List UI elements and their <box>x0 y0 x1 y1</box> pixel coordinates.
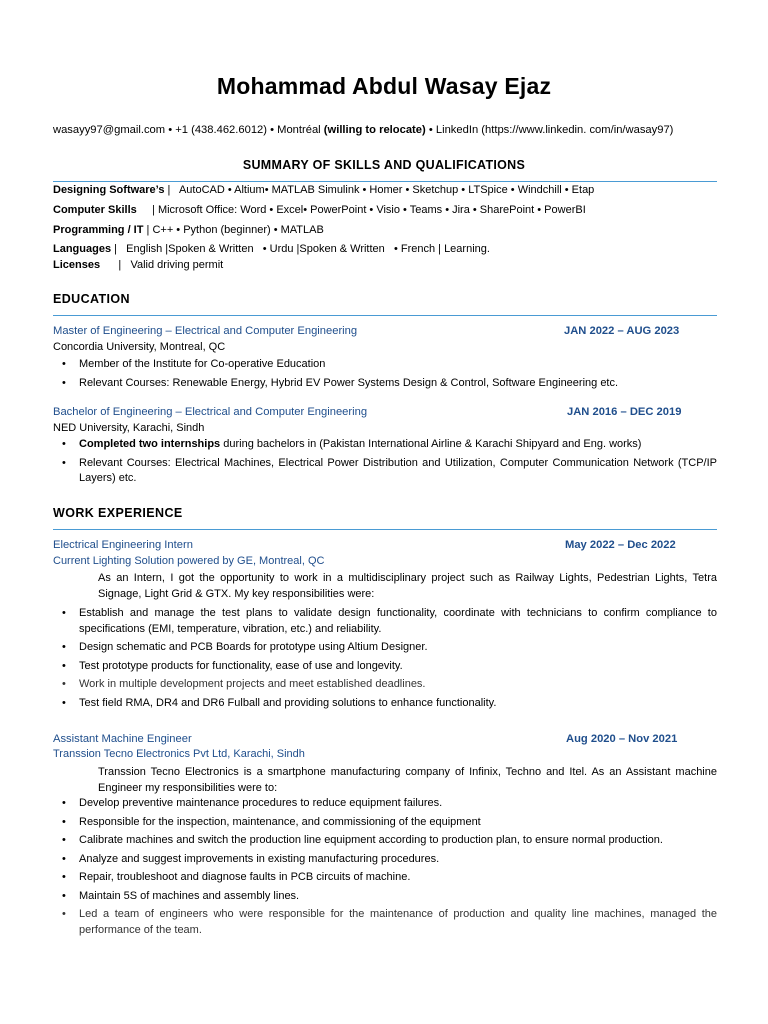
bullet-icon: • <box>62 438 66 450</box>
work-rule <box>53 529 717 530</box>
list-item <box>53 889 717 905</box>
candidate-name: Mohammad Abdul Wasay Ejaz <box>216 73 552 99</box>
bullet-icon: • <box>62 889 66 902</box>
education-title: EDUCATION <box>53 292 130 306</box>
linkedin-link[interactable]: LinkedIn (https://www.linkedin. com/in/wasay97) <box>435 124 674 136</box>
education-bullets <box>53 437 717 490</box>
education-bullets <box>53 357 717 394</box>
skill-row-languages <box>53 243 490 255</box>
bullet-text: Calibrate machines and switch the production line equipment according to production plan, to ensure normal production. <box>79 834 663 846</box>
list-item <box>53 870 717 886</box>
bullet-icon: • <box>62 376 66 389</box>
separator: • <box>428 124 436 136</box>
job-dates: Aug 2020 – Nov 2021 <box>566 733 678 745</box>
list-item <box>53 437 717 453</box>
bullet-text: Relevant Courses: Renewable Energy, Hybrid EV Power Systems Design & Control, Software Engineering etc. <box>79 376 619 389</box>
list-item <box>53 696 717 712</box>
company-name: Transsion Tecno Electronics Pvt Ltd, Karachi, Sindh <box>53 748 305 760</box>
bullet-text: Test field RMA, DR4 and DR6 Fulball and providing solutions to enhance functionality. <box>79 696 497 709</box>
skill-value: English |Spoken & Written • Urdu |Spoken & Written • French | Learning. <box>126 243 490 255</box>
list-item <box>53 852 717 868</box>
email[interactable]: wasayy97@gmail.com <box>53 124 166 136</box>
degree-title: Bachelor of Engineering – Electrical and Computer Engineering <box>53 406 368 418</box>
skill-key: Languages <box>53 243 112 255</box>
job-bullets <box>53 796 717 941</box>
job-role: Assistant Machine Engineer <box>53 733 192 745</box>
city: Montréal <box>277 124 321 136</box>
job-role: Electrical Engineering Intern <box>53 539 193 551</box>
list-item <box>53 677 717 693</box>
skill-row-software <box>53 184 594 196</box>
job-intro: Transsion Tecno Electronics is a smartphone manufacturing company of Infinix, Techno and Itel. As an Assistant machine Engineer my responsibilities were to: <box>98 766 717 794</box>
skill-key: Licenses <box>53 259 101 271</box>
skill-row-programming <box>53 224 324 236</box>
list-item <box>53 376 717 392</box>
degree-dates: JAN 2016 – DEC 2019 <box>567 406 682 418</box>
bullet-text: Test prototype products for functionality, ease of use and longevity. <box>79 659 403 672</box>
summary-title: SUMMARY OF SKILLS AND QUALIFICATIONS <box>242 158 526 172</box>
degree-title: Master of Engineering – Electrical and Computer Engineering <box>53 325 358 337</box>
skill-sep: | <box>143 224 153 236</box>
bullet-icon: • <box>62 659 66 672</box>
skill-key: Programming / IT <box>53 224 144 236</box>
skill-sep: | <box>164 184 174 196</box>
bullet-text: Analyze and suggest improvements in existing manufacturing procedures. <box>79 852 440 865</box>
bullet-icon: • <box>62 641 66 653</box>
bullet-text: Maintain 5S of machines and assembly lines. <box>79 889 300 902</box>
bullet-icon: • <box>62 678 66 690</box>
list-item <box>53 833 717 849</box>
job-dates: May 2022 – Dec 2022 <box>565 539 676 551</box>
school-name: Concordia University, Montreal, QC <box>53 341 226 353</box>
skill-row-computer <box>53 204 586 216</box>
skill-sep: | <box>111 243 127 255</box>
list-item <box>53 796 717 812</box>
bullet-text: Relevant Courses: Electrical Machines, Electrical Power Distribution and Utilization, Computer Communication Network (TCP/IP Layers) etc. <box>79 456 717 484</box>
bullet-icon: • <box>62 908 66 920</box>
bullet-text: Establish and manage the test plans to validate design functionality, coordinate with technicians to confirm compliance to specifications (EMI, temperature, vibration, etc.) and reliability. <box>79 607 717 635</box>
list-item <box>53 907 717 938</box>
skill-value: AutoCAD • Altium• MATLAB Simulink • Homer • Sketchup • LTSpice • Windchill • Etap <box>173 184 595 196</box>
bullet-icon: • <box>62 797 66 809</box>
bullet-text: Repair, troubleshoot and diagnose faults in PCB circuits of machine. <box>79 871 411 883</box>
phone: +1 (438.462.6012) <box>175 124 267 136</box>
bullet-icon: • <box>62 358 66 370</box>
separator: • <box>168 124 176 136</box>
skill-row-licenses <box>53 259 223 271</box>
bullet-icon: • <box>62 871 66 883</box>
degree-dates: JAN 2022 – AUG 2023 <box>564 325 680 337</box>
bullet-icon: • <box>62 834 66 846</box>
skill-value: C++ • Python (beginner) • MATLAB <box>152 224 324 236</box>
skill-value: Valid driving permit <box>130 259 224 271</box>
company-name: Current Lighting Solution powered by GE, Montreal, QC <box>53 555 325 567</box>
separator: • <box>270 124 278 136</box>
education-rule <box>53 315 717 316</box>
bullet-text: during bachelors in (Pakistan International Airline & Karachi Shipyard and Eng. works) <box>220 438 642 450</box>
summary-rule <box>53 181 717 182</box>
bullet-icon: • <box>62 852 66 865</box>
list-item <box>53 815 717 831</box>
bullet-icon: • <box>62 456 66 469</box>
school-name: NED University, Karachi, Sindh <box>53 422 205 434</box>
skill-key: Computer Skills <box>53 204 137 216</box>
job-intro: As an Intern, I got the opportunity to work in a multidisciplinary project such as Railway Lights, Pedestrian Lights, Tetra Signage, Light Grid & GTX. My key responsibilities were: <box>98 572 717 600</box>
bullet-icon: • <box>62 607 66 619</box>
bullet-text: Develop preventive maintenance procedures to reduce equipment failures. <box>79 797 443 809</box>
skill-value: Microsoft Office: Word • Excel• PowerPoint • Visio • Teams • Jira • SharePoint • PowerBI <box>157 204 586 216</box>
bullet-text: Work in multiple development projects and meet established deadlines. <box>79 678 426 690</box>
skill-key: Designing Software’s <box>53 184 165 196</box>
list-item <box>53 640 717 656</box>
list-item <box>53 357 717 373</box>
list-item <box>53 456 717 487</box>
work-title: WORK EXPERIENCE <box>53 506 183 520</box>
bullet-text: Design schematic and PCB Boards for prototype using Altium Designer. <box>79 641 428 653</box>
bullet-bold: Completed two internships <box>79 438 221 450</box>
job-bullets <box>53 606 717 714</box>
bullet-icon: • <box>62 815 66 828</box>
bullet-icon: • <box>62 696 66 709</box>
bullet-text: Member of the Institute for Co-operative Education <box>79 358 326 370</box>
skill-sep: | <box>136 204 158 216</box>
bullet-text: Responsible for the inspection, maintenance, and commissioning of the equipment <box>79 815 481 828</box>
bullet-text: Led a team of engineers who were responsible for the maintenance of production and quality line machines, managed the performance of the team. <box>79 908 717 936</box>
relocate-note: (willing to relocate) <box>323 124 426 136</box>
skill-sep: | <box>100 259 131 271</box>
list-item <box>53 659 717 675</box>
contact-line <box>53 124 723 136</box>
list-item <box>53 606 717 637</box>
